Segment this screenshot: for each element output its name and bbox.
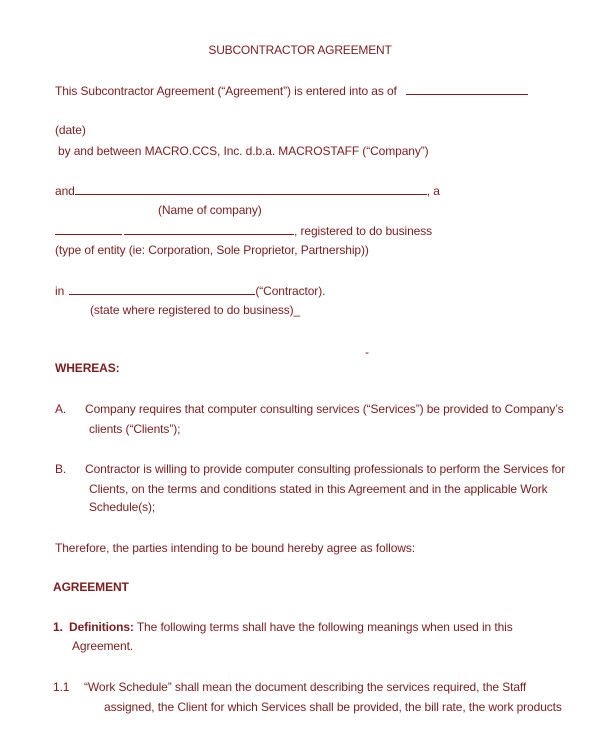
recital-b-marker: B. [55,462,67,476]
definitions-number: 1. [53,620,63,634]
recital-a-marker: A. [55,402,67,416]
recital-b-line-3: Schedule(s); [89,500,156,514]
state-registered-label: (state where registered to do business)_ [90,303,301,317]
definitions-text-1: The following terms shall have the following meanings when used in this [136,620,513,634]
recital-a-line-1: Company requires that computer consulting services (“Services”) be provided to Company’s [85,402,564,416]
whereas-heading: WHEREAS: [55,361,120,375]
definitions-line-1 [69,620,513,635]
clause-1-1-line-2: assigned, the Client for which Services shall be provided, the bill rate, the work products [104,700,562,714]
intro-text: This Subcontractor Agreement (“Agreement”) is entered into as of [55,84,397,98]
definitions-term: Definitions: [69,620,134,634]
document-title: SUBCONTRACTOR AGREEMENT [208,43,392,57]
in-line [55,283,325,299]
recital-b-line-1: Contractor is willing to provide computer consulting professionals to perform the Services for [85,462,566,476]
definitions-line-2: Agreement. [72,639,134,653]
and-suffix: , a [426,184,440,198]
state-blank[interactable] [69,283,255,295]
entity-line [55,223,432,239]
date-blank[interactable] [406,83,528,95]
intro-line [55,83,528,99]
contractor-text: (“Contractor). [255,284,326,298]
registered-text: , registered to do business [294,224,433,238]
date-label: (date) [55,123,86,137]
and-label: and [55,184,75,198]
name-of-company-label: (Name of company) [158,203,262,217]
clause-1-1-line-1: “Work Schedule” shall mean the document describing the services required, the Staff [84,680,527,694]
recital-a-line-2: clients (“Clients”); [89,422,181,436]
entity-blank-1[interactable] [55,223,122,235]
clause-1-1-number: 1.1 [53,680,70,694]
in-label: in [55,284,65,298]
stray-mark: - [365,345,369,359]
agreement-heading: AGREEMENT [53,580,129,594]
therefore-text: Therefore, the parties intending to be bound hereby agree as follows: [55,541,416,555]
contractor-name-blank[interactable] [75,183,427,195]
entity-blank-2[interactable] [124,223,294,235]
and-line [55,183,440,199]
by-between-text: by and between MACRO.CCS, Inc. d.b.a. MACROSTAFF (“Company”) [58,144,429,158]
recital-b-line-2: Clients, on the terms and conditions stated in this Agreement and in the applicable Work [89,482,548,496]
type-of-entity-label: (type of entity (ie: Corporation, Sole Proprietor, Partnership)) [55,243,369,257]
